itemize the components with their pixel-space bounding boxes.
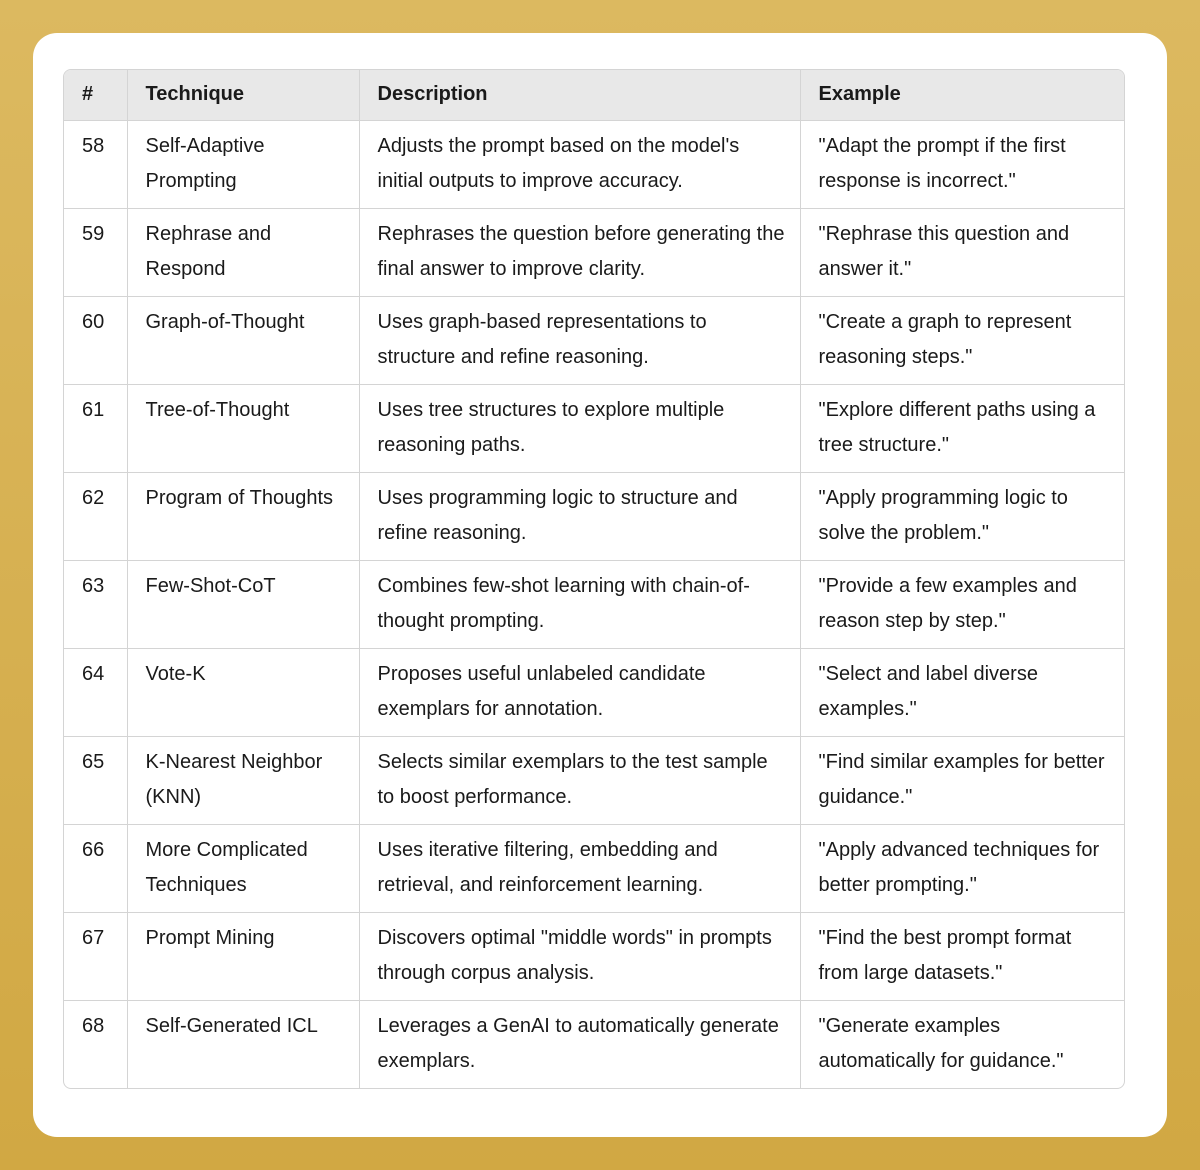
row-number: 58 <box>64 120 127 208</box>
row-number: 63 <box>64 560 127 648</box>
table-row <box>64 912 1124 1000</box>
row-example: "Select and label diverse examples." <box>800 648 1124 736</box>
row-number: 66 <box>64 824 127 912</box>
row-example: "Create a graph to represent reasoning steps." <box>800 296 1124 384</box>
row-technique: Prompt Mining <box>127 912 359 1000</box>
techniques-table-container <box>63 69 1125 1089</box>
row-description: Uses iterative filtering, embedding and retrieval, and reinforcement learning. <box>359 824 800 912</box>
row-technique: Self-Generated ICL <box>127 1000 359 1088</box>
header-example: Example <box>800 70 1124 120</box>
row-number: 59 <box>64 208 127 296</box>
row-example: "Apply programming logic to solve the problem." <box>800 472 1124 560</box>
row-description: Leverages a GenAI to automatically generate exemplars. <box>359 1000 800 1088</box>
row-number: 64 <box>64 648 127 736</box>
row-example: "Adapt the prompt if the first response is incorrect." <box>800 120 1124 208</box>
header-number: # <box>64 70 127 120</box>
table-row <box>64 736 1124 824</box>
row-description: Discovers optimal "middle words" in prompts through corpus analysis. <box>359 912 800 1000</box>
row-description: Uses tree structures to explore multiple reasoning paths. <box>359 384 800 472</box>
row-example: "Provide a few examples and reason step by step." <box>800 560 1124 648</box>
row-number: 68 <box>64 1000 127 1088</box>
row-number: 60 <box>64 296 127 384</box>
row-technique: K-Nearest Neighbor (KNN) <box>127 736 359 824</box>
table-row <box>64 384 1124 472</box>
row-technique: Graph-of-Thought <box>127 296 359 384</box>
row-example: "Generate examples automatically for guidance." <box>818 1014 1064 1072</box>
row-example: "Find the best prompt format from large datasets." <box>800 912 1124 1000</box>
row-technique: Self-Adaptive Prompting <box>127 120 359 208</box>
row-number: 61 <box>64 384 127 472</box>
header-description: Description <box>359 70 800 120</box>
row-description: Selects similar exemplars to the test sample to boost performance. <box>359 736 800 824</box>
table-row <box>64 208 1124 296</box>
row-example: "Find similar examples for better guidance." <box>800 736 1124 824</box>
row-technique: Few-Shot-CoT <box>127 560 359 648</box>
row-technique: Program of Thoughts <box>127 472 359 560</box>
row-number: 62 <box>64 472 127 560</box>
row-example: "Rephrase this question and answer it." <box>800 208 1124 296</box>
row-description: Proposes useful unlabeled candidate exemplars for annotation. <box>359 648 800 736</box>
table-row <box>64 120 1124 208</box>
table-row <box>64 1000 1124 1088</box>
row-description: Adjusts the prompt based on the model's initial outputs to improve accuracy. <box>359 120 800 208</box>
table-header-row <box>64 70 1124 120</box>
content-card <box>33 33 1167 1137</box>
header-technique: Technique <box>127 70 359 120</box>
row-description: Uses programming logic to structure and refine reasoning. <box>359 472 800 560</box>
table-row <box>64 296 1124 384</box>
row-number: 67 <box>64 912 127 1000</box>
techniques-table <box>64 70 1124 1088</box>
row-example: "Apply advanced techniques for better prompting." <box>800 824 1124 912</box>
row-description: Rephrases the question before generating the final answer to improve clarity. <box>359 208 800 296</box>
row-number: 65 <box>64 736 127 824</box>
row-description: Uses graph-based representations to structure and refine reasoning. <box>359 296 800 384</box>
table-row <box>64 648 1124 736</box>
row-example: "Explore different paths using a tree structure." <box>800 384 1124 472</box>
row-technique: Tree-of-Thought <box>127 384 359 472</box>
row-description: Combines few-shot learning with chain-of-thought prompting. <box>359 560 800 648</box>
row-technique: More Complicated Techniques <box>127 824 359 912</box>
row-technique: Vote-K <box>127 648 359 736</box>
row-technique: Rephrase and Respond <box>127 208 359 296</box>
table-row <box>64 560 1124 648</box>
table-row <box>64 824 1124 912</box>
table-row <box>64 472 1124 560</box>
